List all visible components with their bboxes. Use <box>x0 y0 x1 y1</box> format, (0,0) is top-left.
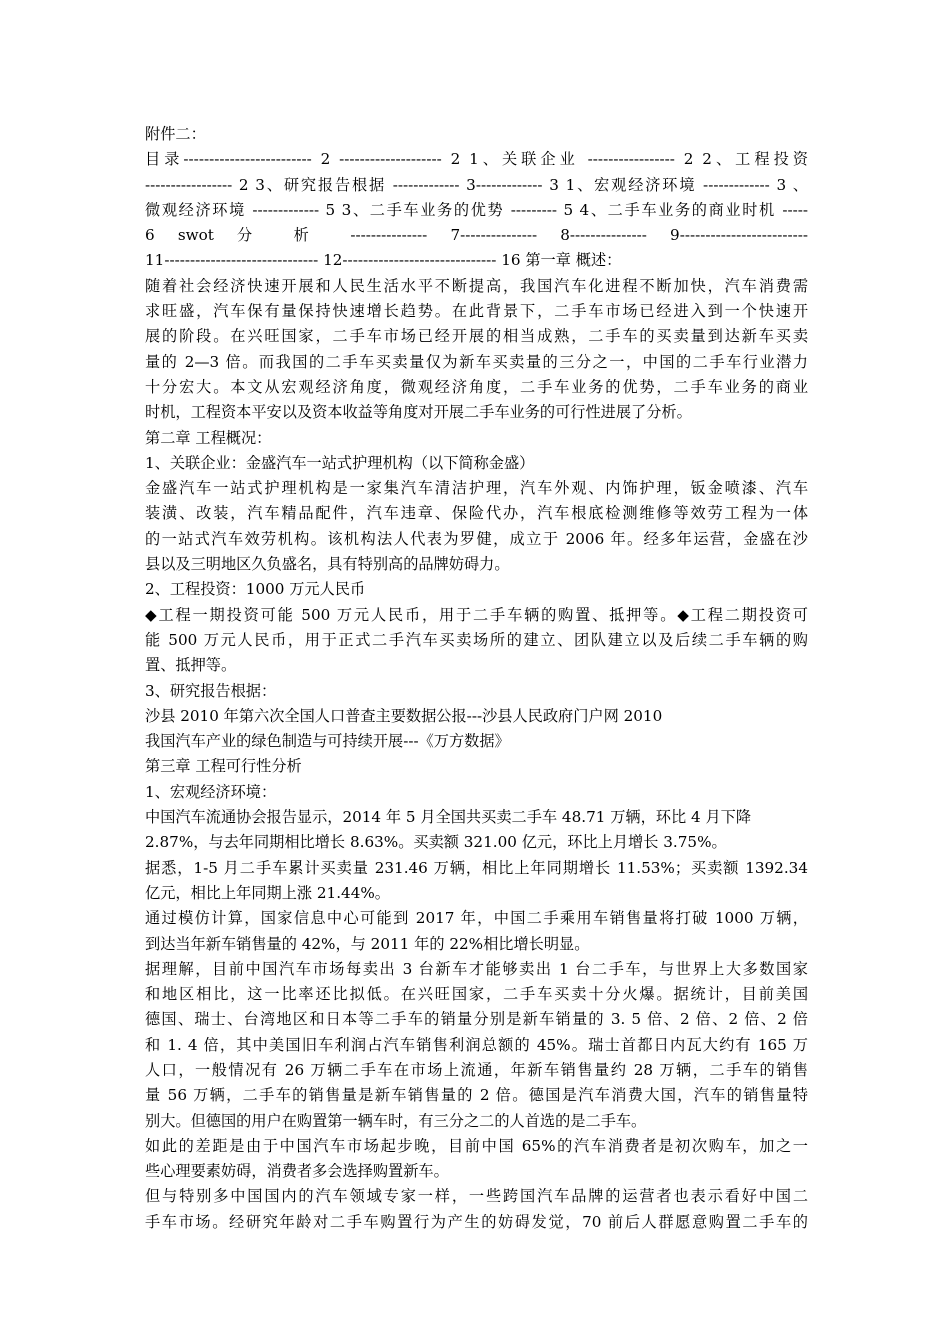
reference-line: 沙县 2010 年第六次全国人口普查主要数据公报---沙县人民政府门户网 2010 <box>145 706 663 725</box>
text-line: 手车市场。经研究年龄对二手车购置行为产生的妨碍发觉，70 前后人群愿意购置二手车的 <box>145 1212 808 1231</box>
text-line: 随着社会经济快速开展和人民生活水平不断提高，我国汽车化进程不断加快，汽车消费需 <box>145 276 808 295</box>
body-text <box>145 274 808 1235</box>
toc-line: 目录------------------------- 2 -------------------- 2 1、关联企业 ----------------- 2 2、工程投资 <box>145 150 808 169</box>
text-line: 装潢、改装，汽车精品配件，汽车违章、保险代办，汽车根底检测维修等效劳工程为一体 <box>145 504 808 523</box>
toc-line: 11------------------------------ 12------------------------------ 16 第一章 概述： <box>145 251 622 270</box>
chapter-heading: 第三章 工程可行性分析 <box>145 757 302 776</box>
text-line: 展的阶段。在兴旺国家，二手车市场已经开展的相当成熟，二手车的买卖量到达新车买卖 <box>145 327 808 346</box>
text-line: 和 1. 4 倍，其中美国旧车利润占汽车销售利润总额的 45%。瑞士首都日内瓦大约有 165 万 <box>145 1035 808 1054</box>
toc-line: 6 swot 分 析 --------------- 7--------------- 8--------------- 9------------------------- <box>145 226 808 245</box>
text-line: ◆工程一期投资可能 500 万元人民币，用于二手车辆的购置、抵押等。◆工程二期投资可 <box>145 605 808 624</box>
document-page <box>145 122 808 1235</box>
text-line: 十分宏大。本文从宏观经济角度，微观经济角度，二手车业务的优势，二手车业务的商业 <box>145 377 808 396</box>
text-line: 到达当年新车销售量的 42%，与 2011 年的 22%相比增长明显。 <box>145 934 590 953</box>
text-line: 别大。但德国的用户在购置第一辆车时，有三分之二的人首选的是二手车。 <box>145 1111 647 1130</box>
text-line: 能 500 万元人民币，用于正式二手汽车买卖场所的建立、团队建立以及后续二手车辆的购 <box>145 630 808 649</box>
section-heading: 1、宏观经济环境： <box>145 782 277 801</box>
toc-line: ----------------- 2 3、研究报告根据 ------------- 3------------- 3 1、宏观经济环境 ------------- 3 、 <box>145 175 808 194</box>
toc-line: 微观经济环境 ------------- 5 3、二手车业务的优势 --------- 5 4、二手车业务的商业时机 ----- <box>145 200 808 219</box>
text-line: 时机，工程资本平安以及资本收益等角度对开展二手车业务的可行性进展了分析。 <box>145 403 692 422</box>
attachment-label: 附件二： <box>145 125 206 143</box>
text-line: 如此的差距是由于中国汽车市场起步晚，目前中国 65%的汽车消费者是初次购车，加之一 <box>145 1136 808 1155</box>
section-heading: 1、关联企业：金盛汽车一站式护理机构（以下简称金盛） <box>145 453 535 472</box>
text-line: 据理解，目前中国汽车市场每卖出 3 台新车才能够卖出 1 台二手车，与世界上大多数国家 <box>145 959 808 978</box>
text-line: 的一站式汽车效劳机构。该机构法人代表为罗健，成立于 2006 年。经多年运营，金盛在沙 <box>145 529 808 548</box>
text-line: 量的 2—3 倍。而我国的二手车买卖量仅为新车买卖量的三分之一，中国的二手车行业潜力 <box>145 352 808 371</box>
text-line: 些心理要素妨碍，消费者多会选择购置新车。 <box>145 1162 449 1181</box>
text-line: 量 56 万辆，二手车的销售量是新车销售量的 2 倍。德国是汽车消费大国，汽车的销售量特 <box>145 1086 808 1105</box>
text-line: 亿元，相比上年同期上涨 21.44%。 <box>145 883 390 902</box>
section-heading: 3、研究报告根据： <box>145 681 277 700</box>
section-heading: 2、工程投资：1000 万元人民币 <box>145 580 366 599</box>
text-line: 金盛汽车一站式护理机构是一家集汽车清洁护理，汽车外观、内饰护理，钣金喷漆、汽车 <box>145 479 808 498</box>
text-line: 人口，一般情况有 26 万辆二手车在市场上流通，年新车销售量约 28 万辆，二手车的销售 <box>145 1060 808 1079</box>
text-line: 和地区相比，这一比率还比拟低。在兴旺国家，二手车买卖十分火爆。据统计，目前美国 <box>145 985 808 1004</box>
text-line: 中国汽车流通协会报告显示，2014 年 5 月全国共买卖二手车 48.71 万辆，环比 4 月下降 <box>145 808 752 827</box>
text-line: 置、抵押等。 <box>145 656 237 675</box>
text-line: 德国、瑞士、台湾地区和日本等二手车的销量分别是新车销量的 3. 5 倍、2 倍、2 倍、2 倍 <box>145 1010 808 1029</box>
reference-line: 我国汽车产业的绿色制造与可持续开展---《万方数据》 <box>145 732 510 751</box>
text-line: 据悉，1-5 月二手车累计买卖量 231.46 万辆，相比上年同期增长 11.53%；买卖额 1392.34 <box>145 858 808 877</box>
chapter-heading: 第二章 工程概况： <box>145 428 272 447</box>
text-line: 求旺盛，汽车保有量保持快速增长趋势。在此背景下，二手车市场已经进入到一个快速开 <box>145 302 808 321</box>
text-line: 2.87%，与去年同期相比增长 8.63%。买卖额 321.00 亿元，环比上月增长 3.75%。 <box>145 833 727 852</box>
text-line: 县以及三明地区久负盛名，具有特别高的品牌妨碍力。 <box>145 555 510 574</box>
text-line: 但与特别多中国国内的汽车领域专家一样，一些跨国汽车品牌的运营者也表示看好中国二 <box>145 1187 808 1206</box>
text-line: 通过模仿计算，国家信息中心可能到 2017 年，中国二手乘用车销售量将打破 1000 万辆， <box>145 909 808 928</box>
table-of-contents <box>145 147 808 273</box>
